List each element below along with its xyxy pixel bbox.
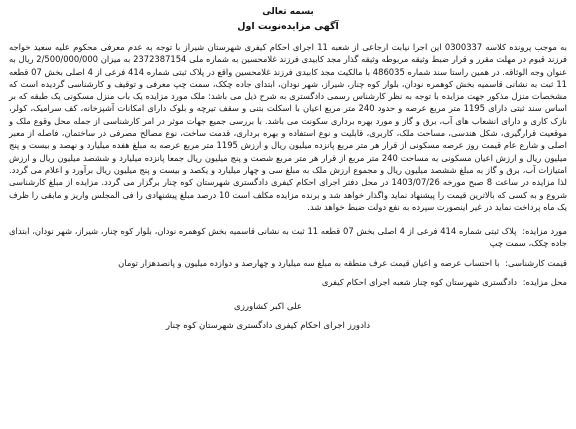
notice-title: آگهی مزایده‌نوبت اول — [237, 21, 339, 32]
auction-location-value: دادگستری شهرستان کوه چنار شعبه اجرای احکام کیفری — [321, 277, 518, 288]
signatory-name: علی اکبر کشاورزی — [234, 302, 302, 313]
auction-details — [9, 225, 567, 288]
auction-item-label: مورد مزایده: — [522, 226, 567, 237]
expert-price-label: قیمت کارشناسی: — [505, 257, 567, 268]
auction-item-line — [9, 225, 567, 250]
auction-item-value: پلاک ثبتی شماره 414 فرعی از 4 اصلی بخش 07 قطعه 11 ثبت به نشانی قاسمیه بخش کوهمره نودان، بلوار کوه چنار، شیراز، شهر نودان، ابتدای جاده چکک، سمت چپ — [9, 226, 567, 249]
auction-location-label: محل مزایده: — [522, 277, 567, 288]
auction-location-line — [9, 276, 567, 288]
signatory-title: دادورز اجرای احکام کیفری دادگستری شهرستان کوه چنار — [165, 321, 371, 332]
expert-price-line — [9, 257, 567, 269]
notice-body: به موجب پرونده کلاسه 0300337 این اجرا نیابت ارجاعی از شعبه 11 اجرای احکام کیفری شهرستان شیراز با توجه به عدم معرفی محکوم علیه سعید خواجه فرزند قیوم در مهلت مقرر و قرار ضبط وثیقه مربوطه وثیقه گذار مجد کابیدی فرزند غلامحسین به شماره ملی 2372387154 به میزان 2/500/000/000 ریال به عنوان وجه الوثاقه. در همین راستا سند شماره 486035 با مالکیت مجد کابیدی فرزند غلامحسین واقع در پلاک ثبتی شماره 414 فرعی از 4 اصلی بخش 07 قطعه 11 ثبت به نشانی قاسمیه بخش کوهمره نودان، بلوار کوه چنار، شیراز، شهر نودان، ابتدای جاده چکک، سمت چپ معرفی و توقیف و کارشناسی گردیده است که مشخصات منزل مذکور جهت مزایده با توجه به نظر کارشناس رسمی دادگستری به شرح ذیل می باشد: ملک مورد مزایده یک باب منزل مسکونی یک طبقه که بر اساس سند ثبتی دارای 1195 متر مربع عرصه و حدود 240 متر مربع اعیان با اسکلت بتنی و سقف تیرچه و بلوک دارای امکانات آشپزخانه، کف سرامیک، کولر، نازک کاری و دارای انشعاب های آب، برق و گاز و مورد بهره برداری سکونت می باشد. با بررسی جمیع جهات موثر در امر کارشناسی از جمله محل وقوع ملک و موقعیت قرارگیری، شکل هندسی، مساحت ملک، کاربری، قابلیت و نوع استفاده و بهره برداری، قدمت ساخت، نوع مصالح مصرفی در ساختمان، فاصله از معبر اصلی و شارع عام قیمت روز عرصه مسکونی از قرار هر متر مربع پانزده میلیون ریال و ارزش 1195 متر مربع عرصه به مبلغ هفده میلیارد و نهصد و بیست و پنج میلیون ریال و ارزش اعیان مسکونی به مساحت 240 متر مربع از قرار هر متر مربع شصت و پنج میلیون ریال جمعا پانزده میلیارد و ششصد میلیون ریال و ارزش امتیازات آب، برق و گاز به مبلغ ششصد میلیون ریال و مجموع ارزش ملک به مبلغ سی و چهار میلیارد و یکصد و بیست و پنج میلیون ریال برآورد و اعلام می گردد. لذا مزایده در ساعت 8 صبح مورخه 1403/07/26 در محل دفتر اجرای احکام کیفری دادگستری شهرستان کوه چنار برگزار می گردد. مزایده از مبلغ کارشناسی شروع و به کسی که بالاترین قیمت را پیشنهاد نماید واگذار خواهد شد و برنده مزایده مکلف است 10 درصد مبلغ پیشنهادی را فی المجلس واریز و مابقی را ظرف یک ماه پرداخت نماید در غیر اینصورت سپرده به نفع دولت ضبط خواهد شد. — [9, 42, 568, 212]
signature-block — [9, 300, 567, 334]
expert-price-value: با احتساب عرصه و اعیان قیمت عرف منطقه به مبلغ سه میلیارد و چهارصد و دوازده میلیون و پانصدهزار تومان — [118, 257, 500, 268]
bismillah-heading: بسمه تعالی — [262, 7, 314, 17]
